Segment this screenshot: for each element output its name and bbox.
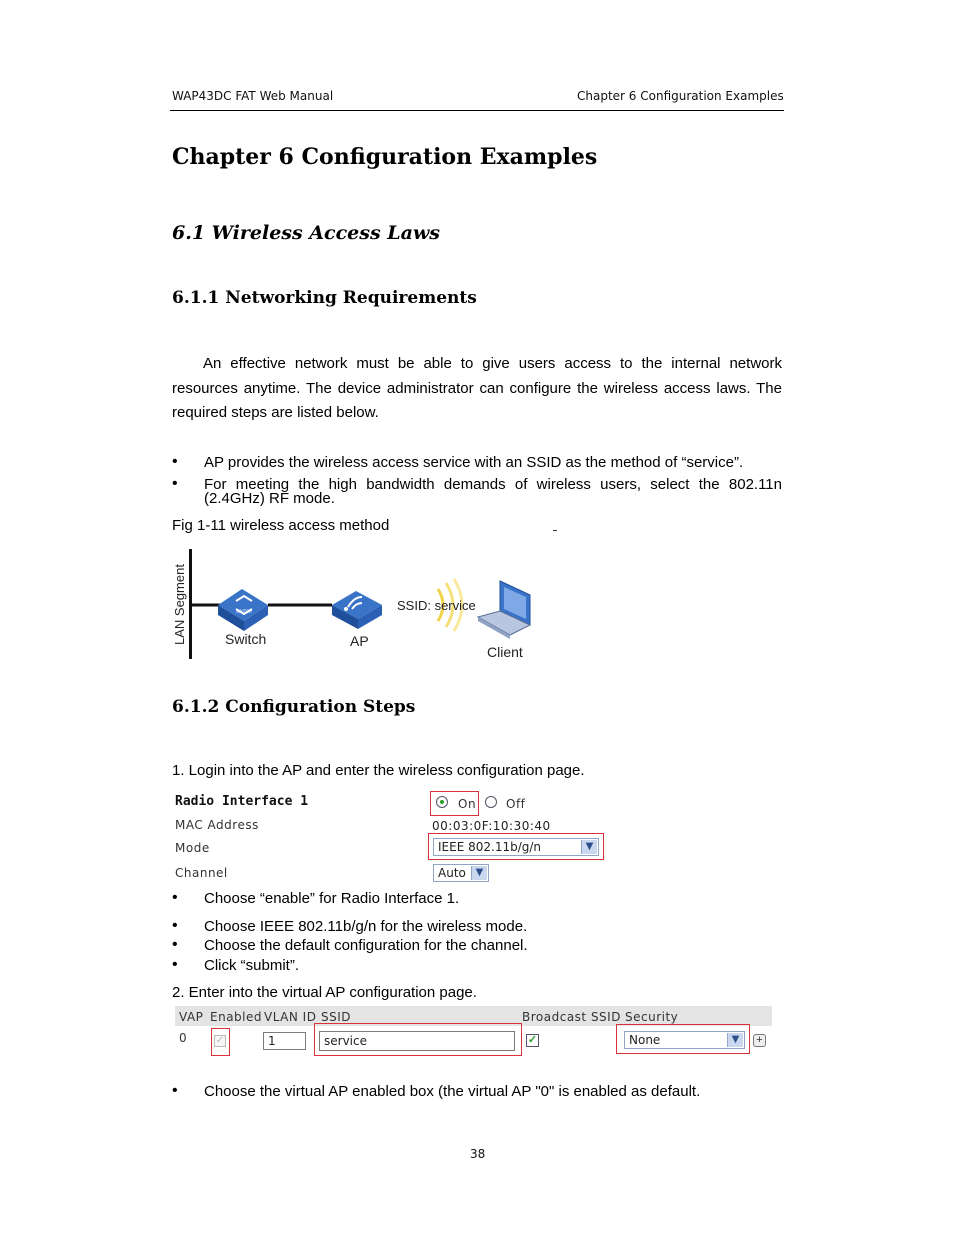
- ap-icon: [332, 591, 382, 629]
- requirement-text: AP provides the wireless access service with an SSID as the method of “service”.: [204, 454, 744, 471]
- switch-icon: [218, 589, 268, 631]
- col-enabled: Enabled: [210, 1010, 262, 1024]
- svg-text:SWITCH: SWITCH: [236, 609, 252, 614]
- step-1-text: 1. Login into the AP and enter the wireless configuration page.: [172, 762, 585, 779]
- mac-address-label: MAC Address: [175, 818, 259, 832]
- vlan-id-value: 1: [268, 1034, 276, 1048]
- broadcast-ssid-checkbox[interactable]: ✓: [527, 1034, 538, 1046]
- step1-bullet-1: [172, 890, 782, 910]
- radio-on[interactable]: [436, 796, 448, 808]
- bullet-icon: •: [172, 1082, 178, 1099]
- step1-bullet-4: [172, 957, 782, 977]
- bullet-icon: •: [172, 889, 178, 906]
- ap-label: AP: [350, 633, 369, 649]
- step1-bullet-3: [172, 937, 782, 957]
- radio-interface-title: Radio Interface 1: [175, 794, 309, 809]
- col-ssid: SSID: [321, 1010, 352, 1024]
- mode-label: Mode: [175, 841, 210, 855]
- add-vap-button[interactable]: +: [753, 1034, 766, 1047]
- ssid-label: SSID: service: [397, 598, 476, 613]
- ssid-input[interactable]: [319, 1031, 515, 1051]
- chevron-down-icon: ▼: [727, 1033, 743, 1047]
- channel-select[interactable]: [433, 864, 489, 882]
- mode-select-value: IEEE 802.11b/g/n: [438, 840, 542, 854]
- mac-address-value: 00:03:0F:10:30:40: [432, 819, 551, 833]
- bullet-icon: •: [172, 475, 178, 492]
- bullet-icon: •: [172, 453, 178, 470]
- step1-bullet-2: [172, 918, 782, 938]
- step2-bullet-text: Choose the virtual AP enabled box (the virtual AP "0" is enabled as default.: [204, 1083, 701, 1100]
- requirement-item-1: [172, 454, 782, 474]
- step1-bullet-text: Click “submit”.: [204, 957, 300, 974]
- section-6-1-1-heading: 6.1.1 Networking Requirements: [172, 288, 477, 308]
- step1-bullet-text: Choose the default configuration for the channel.: [204, 937, 528, 954]
- client-label: Client: [487, 644, 523, 660]
- header-rule: [170, 110, 784, 111]
- step-2-text: 2. Enter into the virtual AP configuration page.: [172, 984, 477, 1001]
- chevron-down-icon: ▼: [471, 866, 487, 880]
- channel-select-value: Auto: [438, 866, 466, 880]
- page-number: 38: [470, 1147, 486, 1161]
- figure-caption: Fig 1-11 wireless access method: [172, 517, 390, 534]
- switch-label: Switch: [225, 631, 267, 647]
- step1-bullet-text: Choose IEEE 802.11b/g/n for the wireless mode.: [204, 918, 528, 935]
- channel-label: Channel: [175, 866, 228, 880]
- laptop-icon: [478, 581, 530, 639]
- security-select[interactable]: [624, 1031, 745, 1049]
- intro-paragraph: An effective network must be able to give users access to the internal network resources anytime. The device administrator can configure the wireless access laws. The required steps are listed below.: [172, 355, 782, 421]
- section-6-1-heading: 6.1 Wireless Access Laws: [172, 222, 441, 244]
- requirement-text-wrap: (2.4GHz) RF mode.: [204, 490, 335, 507]
- step2-bullet-1: [172, 1083, 782, 1103]
- chapter-title: Chapter 6 Configuration Examples: [172, 144, 598, 170]
- lan-segment-label: LAN Segment: [172, 564, 187, 645]
- vlan-id-input[interactable]: [263, 1032, 306, 1050]
- bullet-icon: •: [172, 917, 178, 934]
- network-diagram: [170, 545, 550, 665]
- step1-bullet-text: Choose “enable” for Radio Interface 1.: [204, 890, 460, 907]
- requirement-text: For meeting the high bandwidth demands of wireless users, select the 802.11n: [204, 476, 782, 493]
- lan-segment-bar: [189, 549, 192, 659]
- col-security: Security: [625, 1010, 679, 1024]
- ssid-value: service: [324, 1034, 367, 1048]
- bullet-icon: •: [172, 936, 178, 953]
- radio-off[interactable]: [485, 796, 497, 808]
- radio-interface-panel: [172, 790, 612, 886]
- vap-table: [175, 1006, 772, 1068]
- radio-off-label: Off: [506, 797, 526, 811]
- radio-on-label: On: [458, 797, 477, 811]
- stray-dash: [553, 530, 557, 531]
- col-broadcast-ssid: Broadcast SSID: [522, 1010, 621, 1024]
- security-select-value: None: [629, 1033, 661, 1047]
- enabled-checkbox[interactable]: ✓: [215, 1035, 225, 1046]
- col-vap: VAP: [179, 1010, 204, 1024]
- section-6-1-2-heading: 6.1.2 Configuration Steps: [172, 697, 416, 717]
- chevron-down-icon: ▼: [581, 840, 597, 854]
- mode-select[interactable]: [433, 838, 599, 856]
- col-vlan-id: VLAN ID: [264, 1010, 317, 1024]
- bullet-icon: •: [172, 956, 178, 973]
- row-vap-number: 0: [179, 1031, 188, 1045]
- header-left: WAP43DC FAT Web Manual: [172, 89, 334, 103]
- header-right: Chapter 6 Configuration Examples: [577, 89, 784, 103]
